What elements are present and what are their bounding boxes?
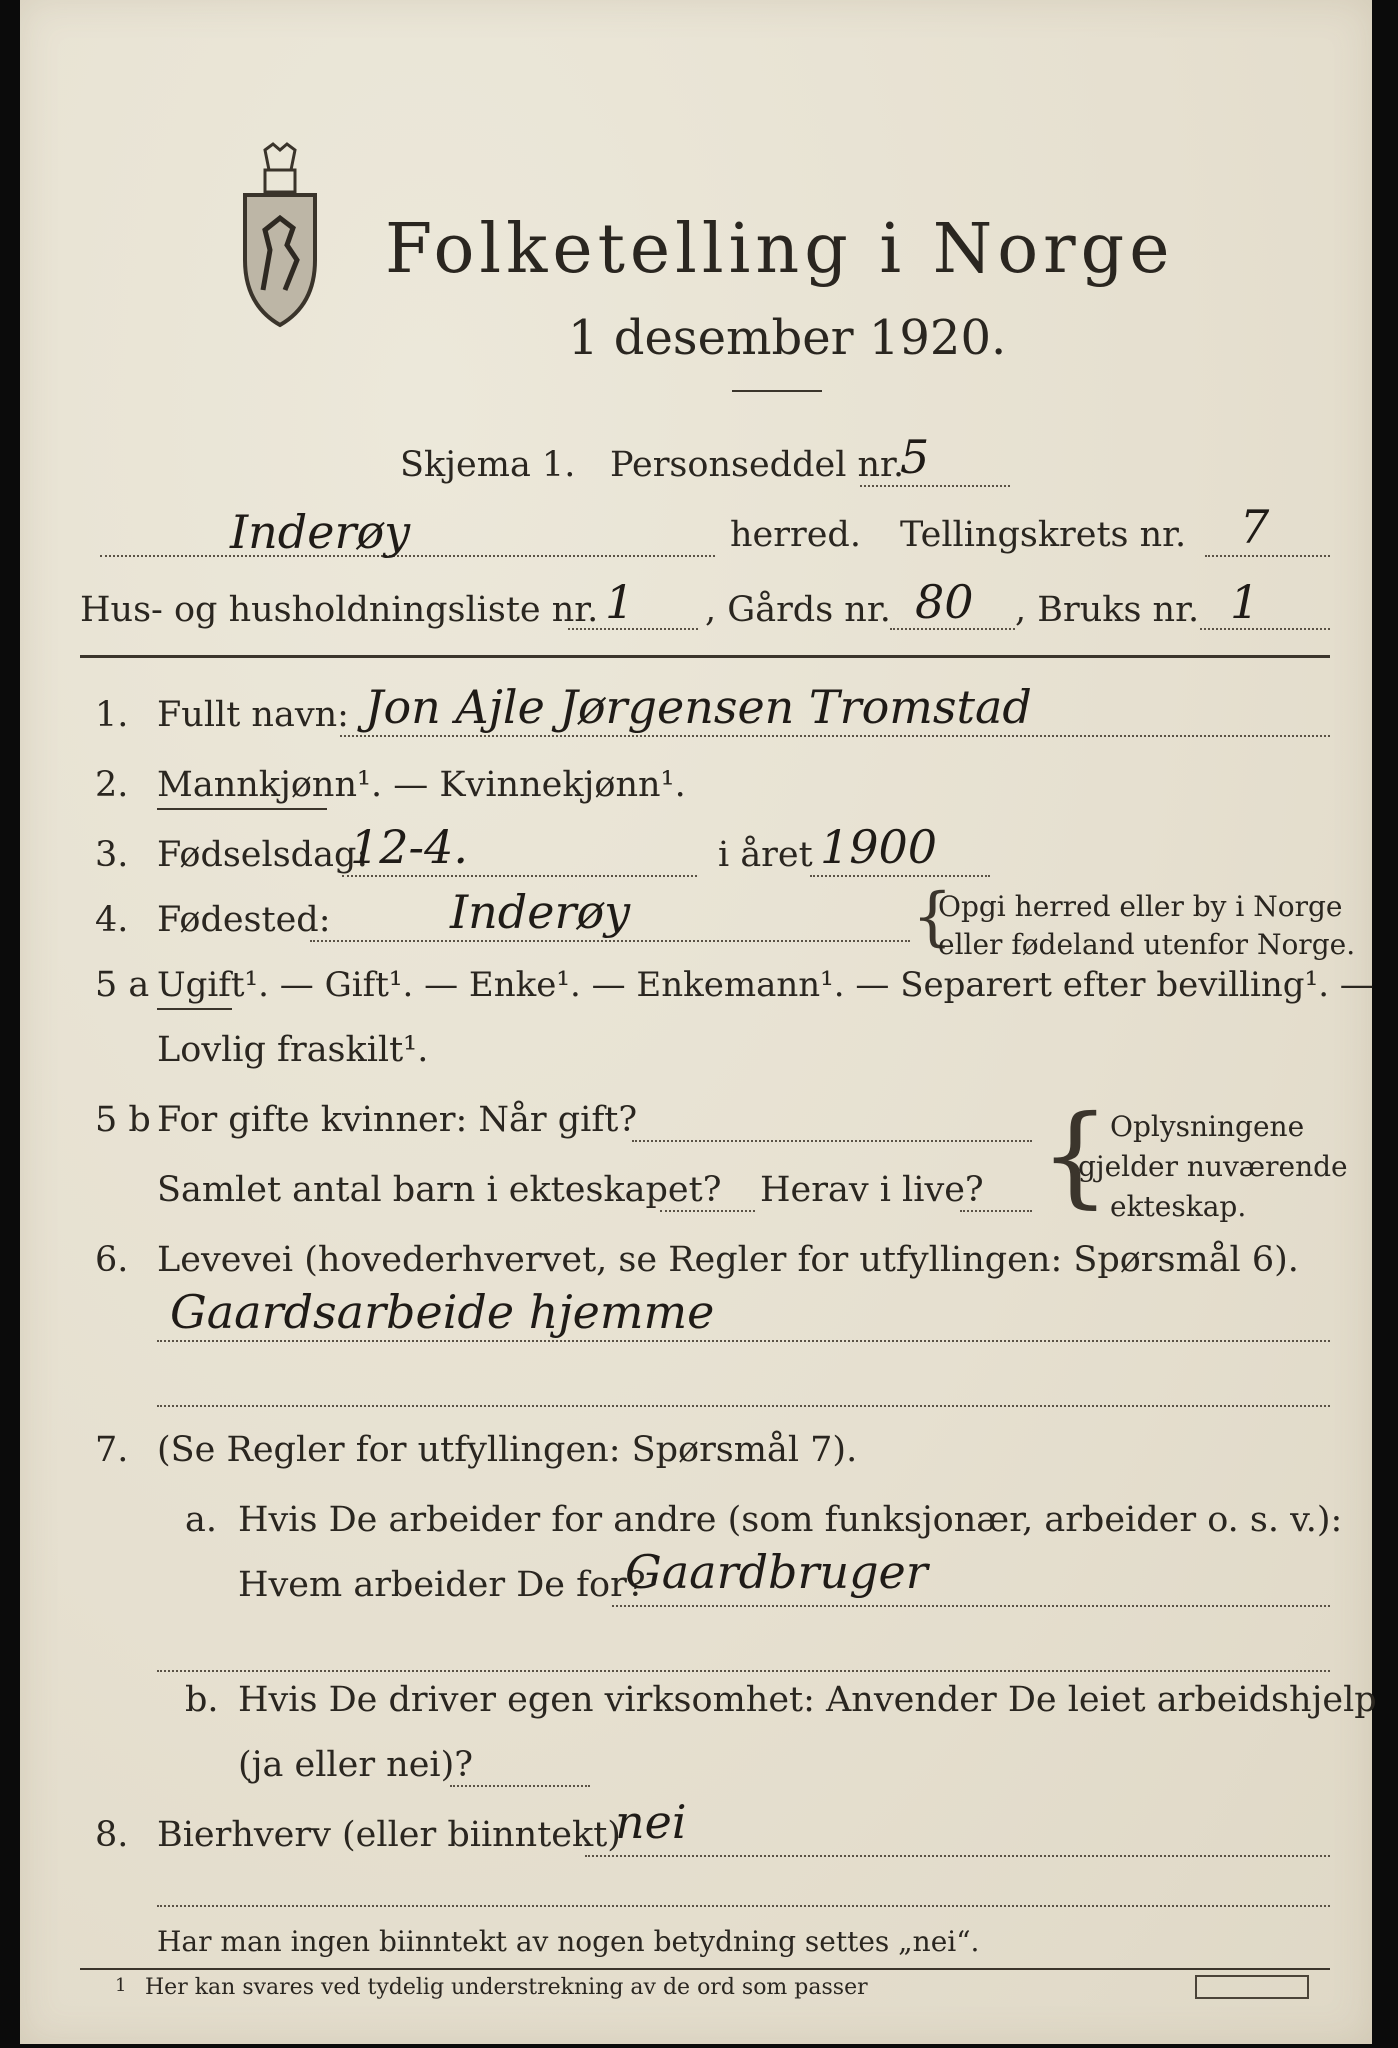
footer-separator bbox=[80, 1968, 1330, 1970]
personseddel-label: Personseddel nr. bbox=[610, 445, 905, 485]
q5b-when-field-line bbox=[632, 1140, 1032, 1142]
bruks-field-line bbox=[1200, 628, 1330, 630]
q5b-line1: For gifte kvinner: Når gift? bbox=[157, 1100, 638, 1140]
q7b-line2: (ja eller nei)? bbox=[238, 1745, 474, 1785]
hus-label: Hus- og husholdningsliste nr. bbox=[80, 590, 599, 630]
coat-of-arms-emblem bbox=[225, 140, 335, 330]
q3-year-label: i året bbox=[718, 835, 813, 875]
q5b-note-line2: gjelder nuværende bbox=[1078, 1150, 1348, 1183]
q8-label: Bierhverv (eller biinntekt) bbox=[157, 1815, 621, 1855]
q7-number: 7. bbox=[95, 1430, 129, 1470]
q7b-number: b. bbox=[185, 1680, 219, 1720]
q6-field-line2 bbox=[157, 1405, 1330, 1407]
q5a-line2: Lovlig fraskilt¹. bbox=[157, 1030, 429, 1070]
q5a-ugift-underline bbox=[157, 1008, 232, 1010]
herred-value[interactable]: Inderøy bbox=[230, 505, 411, 559]
q5b-note-brace: { bbox=[1040, 1091, 1110, 1219]
q5b-children-label: Samlet antal barn i ekteskapet? bbox=[157, 1170, 722, 1210]
q4-field-line bbox=[310, 940, 910, 942]
q7a-employer-value[interactable]: Gaardbruger bbox=[625, 1545, 928, 1599]
q5b-alive-label: Herav i live? bbox=[760, 1170, 984, 1210]
header-separator bbox=[80, 655, 1330, 658]
q5b-children-field-line bbox=[660, 1210, 755, 1212]
tellingskrets-value[interactable]: 7 bbox=[1240, 500, 1270, 554]
q7-label: (Se Regler for utfyllingen: Spørsmål 7). bbox=[157, 1430, 858, 1470]
q4-number: 4. bbox=[95, 900, 129, 940]
tellingskrets-label: Tellingskrets nr. bbox=[900, 515, 1187, 555]
q4-note-brace: { bbox=[912, 880, 953, 954]
q7b-field-line bbox=[450, 1785, 590, 1787]
q1-field-line bbox=[340, 735, 1330, 737]
q4-label: Fødested: bbox=[157, 900, 331, 940]
q1-number: 1. bbox=[95, 695, 129, 735]
q2-mannkjonn-underline bbox=[157, 808, 327, 810]
footer-note: Har man ingen biinntekt av nogen betydning settes „nei“. bbox=[157, 1925, 980, 1958]
gards-label: , Gårds nr. bbox=[705, 590, 891, 630]
q6-occupation-value[interactable]: Gaardsarbeide hjemme bbox=[170, 1285, 715, 1339]
footnote-text: Her kan svares ved tydelig understrekning av de ord som passer bbox=[145, 1975, 868, 2000]
personseddel-field-line bbox=[860, 485, 1010, 487]
hus-value[interactable]: 1 bbox=[605, 575, 635, 629]
q3-year-field-line bbox=[810, 875, 990, 877]
q5b-alive-field-line bbox=[960, 1210, 1032, 1212]
q4-birthplace-value[interactable]: Inderøy bbox=[450, 885, 631, 939]
q3-label: Fødselsdag: bbox=[157, 835, 369, 875]
tellingskrets-field-line bbox=[1205, 555, 1330, 557]
q3-date-field-line bbox=[342, 875, 697, 877]
q6-field-line1 bbox=[157, 1340, 1330, 1342]
q7a-number: a. bbox=[185, 1500, 217, 1540]
q7b-line1: Hvis De driver egen virksomhet: Anvender De leiet arbeidshjelp bbox=[238, 1680, 1377, 1720]
footnote-marker: 1 bbox=[115, 1975, 127, 1996]
q7a-line1: Hvis De arbeider for andre (som funksjonær, arbeider o. s. v.): bbox=[238, 1500, 1343, 1540]
q4-note-line1: Opgi herred eller by i Norge bbox=[938, 890, 1343, 923]
q5b-note-line3: ekteskap. bbox=[1110, 1190, 1247, 1223]
q8-value[interactable]: nei bbox=[615, 1795, 687, 1849]
q2-number: 2. bbox=[95, 765, 129, 805]
q6-label: Levevei (hovederhvervet, se Regler for utfyllingen: Spørsmål 6). bbox=[157, 1240, 1299, 1280]
q1-full-name-value[interactable]: Jon Ajle Jørgensen Tromstad bbox=[365, 680, 1032, 734]
q3-number: 3. bbox=[95, 835, 129, 875]
q3-birthday-value[interactable]: 12-4. bbox=[350, 820, 468, 874]
bruks-label: , Bruks nr. bbox=[1015, 590, 1200, 630]
form-title: Folketelling i Norge bbox=[385, 210, 1175, 289]
q5b-number: 5 b bbox=[95, 1100, 151, 1140]
gards-value[interactable]: 80 bbox=[915, 575, 974, 629]
q7a-employer-label: Hvem arbeider De for? bbox=[238, 1565, 646, 1605]
title-divider bbox=[732, 390, 822, 392]
q6-number: 6. bbox=[95, 1240, 129, 1280]
q3-year-value[interactable]: 1900 bbox=[820, 820, 938, 874]
q7a-field-line2 bbox=[157, 1670, 1330, 1672]
q5a-marital-options: Ugift¹. — Gift¹. — Enke¹. — Enkemann¹. — Separert efter bevilling¹. — bbox=[157, 965, 1374, 1005]
skjema-label: Skjema 1. bbox=[400, 445, 576, 485]
q5a-number: 5 a bbox=[95, 965, 150, 1005]
q8-field-line2 bbox=[157, 1905, 1330, 1907]
census-form-sheet bbox=[20, 0, 1377, 2044]
census-date: 1 desember 1920. bbox=[568, 310, 1007, 366]
personseddel-value[interactable]: 5 bbox=[900, 430, 930, 484]
herred-label: herred. bbox=[730, 515, 861, 555]
q7a-field-line bbox=[612, 1605, 1330, 1607]
q5b-note-line1: Oplysningene bbox=[1110, 1110, 1305, 1143]
q4-note-line2: eller fødeland utenfor Norge. bbox=[938, 928, 1356, 961]
bruks-value[interactable]: 1 bbox=[1230, 575, 1260, 629]
q2-gender-options: Mannkjønn¹. — Kvinnekjønn¹. bbox=[157, 765, 686, 805]
q1-label: Fullt navn: bbox=[157, 695, 349, 735]
q8-number: 8. bbox=[95, 1815, 129, 1855]
q8-field-line bbox=[585, 1855, 1330, 1857]
printer-stamp bbox=[1195, 1975, 1309, 1999]
